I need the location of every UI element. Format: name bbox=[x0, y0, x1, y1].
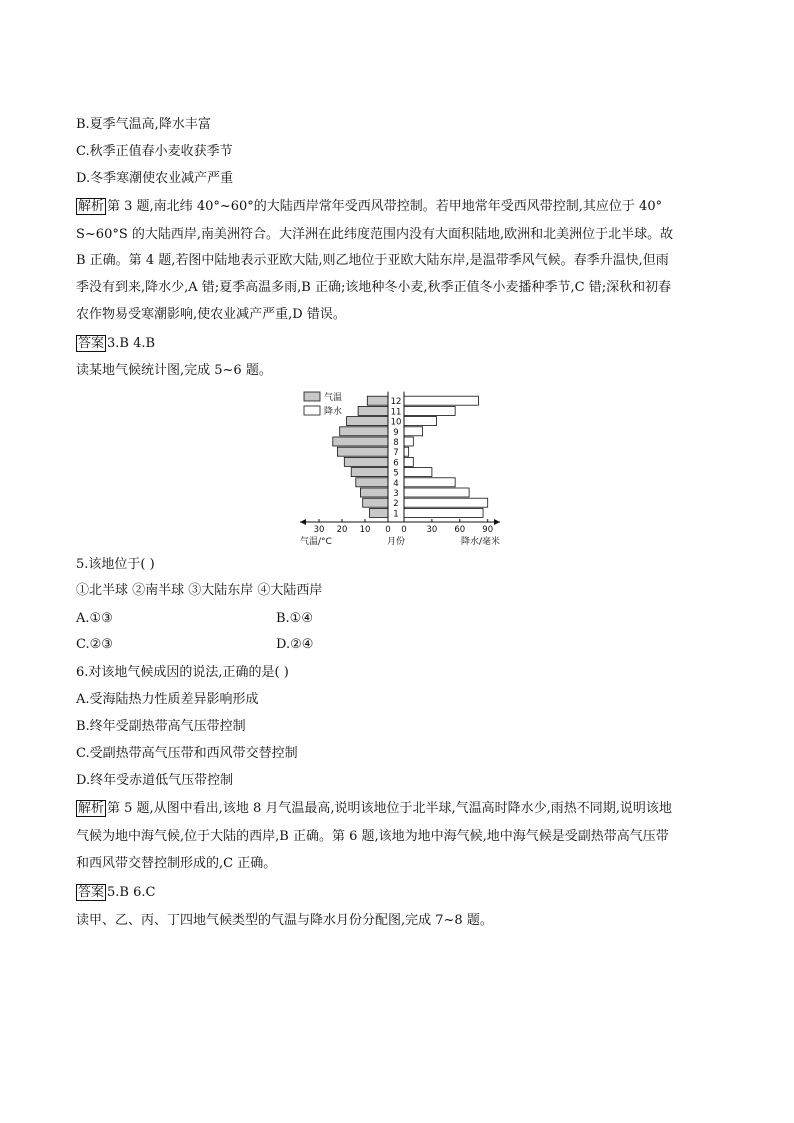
analysis-line: 农作物易受寒潮影响,使农业减产严重,D 错误。 bbox=[76, 307, 346, 322]
q6-option-b: B.终年受副热带高气压带控制 bbox=[76, 719, 246, 734]
q5-option-a: A.①③ bbox=[76, 611, 113, 626]
analysis-text: 第 5 题,从图中看出,该地 8 月气温最高,说明该地位于北半球,气温高时降水少,雨热不同期,说明该地 bbox=[107, 801, 672, 816]
temperature-bar bbox=[358, 406, 388, 415]
precipitation-bar bbox=[404, 457, 413, 466]
answer-block-2 bbox=[76, 884, 155, 902]
question-5-row-2 bbox=[76, 636, 314, 654]
temperature-bar bbox=[370, 508, 388, 517]
option-c: C.秋季正值春小麦收获季节 bbox=[76, 144, 233, 159]
month-tick-label: 8 bbox=[393, 438, 399, 448]
option-b: B.夏季气温高,降水丰富 bbox=[76, 117, 211, 132]
left-arrow-icon bbox=[300, 519, 306, 525]
analysis-text: 第 3 题,南北纬 40°~60°的大陆西岸常年受西风带控制。若甲地常年受西风带控制,其应位于 40° bbox=[107, 199, 663, 214]
precipitation-bar bbox=[404, 508, 483, 517]
month-tick-label: 4 bbox=[393, 478, 399, 489]
temperature-bar bbox=[351, 468, 388, 477]
question-6: 6.对该地气候成因的说法,正确的是( ) bbox=[76, 665, 289, 680]
temperature-bar bbox=[337, 447, 388, 456]
temperature-bar bbox=[360, 488, 388, 497]
precipitation-bar bbox=[404, 417, 437, 426]
analysis-line: B 正确。第 4 题,若图中陆地表示亚欧大陆,则乙地位于亚欧大陆东岸,是温带季风气候。春季升温快,但雨 bbox=[76, 253, 669, 268]
temperature-bar bbox=[340, 427, 388, 436]
q5-option-d: D.②④ bbox=[276, 637, 314, 652]
right-arrow-icon bbox=[494, 519, 500, 525]
legend-label-precipitation: 降水 bbox=[324, 407, 343, 417]
answer-tag: 答案 bbox=[78, 336, 105, 351]
answer-block-1 bbox=[76, 335, 155, 353]
intro-7-8: 读甲、乙、丙、丁四地气候类型的气温与降水月份分配图,完成 7~8 题。 bbox=[76, 913, 493, 928]
temperature-tick-label: 20 bbox=[336, 525, 348, 535]
temperature-bar bbox=[367, 396, 388, 405]
precipitation-bar bbox=[404, 488, 469, 497]
month-tick-label: 10 bbox=[390, 417, 402, 428]
question-5-row-1 bbox=[76, 610, 313, 628]
climate-chart bbox=[296, 388, 504, 548]
answer-text: 3.B 4.B bbox=[107, 336, 156, 351]
month-tick-label: 3 bbox=[393, 489, 399, 499]
analysis-line: 和西风带交替控制形成的,C 正确。 bbox=[76, 856, 277, 871]
month-tick-label: 9 bbox=[393, 427, 399, 438]
month-tick-label: 7 bbox=[393, 448, 399, 459]
question-5-choices: ①北半球 ②南半球 ③大陆东岸 ④大陆西岸 bbox=[76, 583, 323, 598]
temperature-bar bbox=[347, 417, 388, 426]
chart-bars bbox=[333, 396, 488, 519]
month-tick-label: 1 bbox=[393, 509, 399, 520]
legend-label-temperature: 气温 bbox=[324, 393, 343, 403]
precipitation-bar bbox=[404, 406, 455, 415]
q6-option-d: D.终年受赤道低气压带控制 bbox=[76, 773, 234, 788]
precipitation-tick-label: 0 bbox=[401, 525, 407, 535]
answer-text: 5.B 6.C bbox=[107, 885, 156, 900]
precipitation-bar bbox=[404, 478, 455, 487]
month-tick-label: 6 bbox=[393, 458, 399, 469]
question-5: 5.该地位于( ) bbox=[76, 557, 155, 572]
temperature-bar bbox=[356, 478, 388, 487]
legend-swatch-precipitation bbox=[304, 406, 320, 415]
precipitation-axis-label: 降水/毫米 bbox=[460, 537, 500, 547]
temperature-bar bbox=[363, 498, 388, 507]
answer-tag: 答案 bbox=[78, 885, 105, 900]
precipitation-bar bbox=[404, 437, 413, 446]
temperature-bar bbox=[344, 457, 388, 466]
analysis-line: S~60°S 的大陆西岸,南美洲符合。大洋洲在此纬度范围内没有大面积陆地,欧洲和北美洲位于北半球。故 bbox=[76, 227, 674, 242]
analysis-tag: 解析 bbox=[78, 801, 105, 816]
month-tick-label: 11 bbox=[390, 407, 402, 418]
q6-option-c: C.受副热带高气压带和西风带交替控制 bbox=[76, 746, 298, 761]
option-d: D.冬季寒潮使农业减产严重 bbox=[76, 171, 234, 186]
precipitation-tick-label: 90 bbox=[482, 525, 494, 535]
precipitation-bar bbox=[404, 447, 409, 456]
month-tick-label: 2 bbox=[393, 499, 399, 510]
precipitation-bar bbox=[404, 396, 478, 405]
month-tick-label: 5 bbox=[393, 468, 399, 479]
precipitation-bar bbox=[404, 498, 488, 507]
precipitation-bar bbox=[404, 468, 432, 477]
month-axis-label: 月份 bbox=[386, 537, 406, 547]
precipitation-tick-label: 30 bbox=[426, 525, 438, 535]
temperature-tick-label: 30 bbox=[313, 525, 325, 535]
analysis-block-1 bbox=[76, 198, 662, 216]
q6-option-a: A.受海陆热力性质差异影响形成 bbox=[76, 692, 259, 707]
temperature-axis-label: 气温/°C bbox=[300, 537, 332, 547]
precipitation-tick-label: 60 bbox=[454, 525, 466, 535]
temperature-bar bbox=[333, 437, 388, 446]
analysis-line: 季没有到来,降水少,A 错;夏季高温多雨,B 正确;该地种冬小麦,秋季正值冬小麦播种季节,C 错;深秋和初春 bbox=[76, 280, 672, 295]
analysis-block-2 bbox=[76, 800, 672, 818]
analysis-line: 气候为地中海气候,位于大陆的西岸,B 正确。第 6 题,该地为地中海气候,地中海气候是受副热带高气压带 bbox=[76, 829, 669, 844]
precipitation-bar bbox=[404, 427, 423, 436]
q5-option-b: B.①④ bbox=[276, 611, 313, 626]
temperature-tick-label: 10 bbox=[359, 525, 371, 535]
q5-option-c: C.②③ bbox=[76, 637, 113, 652]
chart-legend bbox=[304, 391, 342, 417]
intro-5-6: 读某地气候统计图,完成 5~6 题。 bbox=[76, 363, 272, 378]
legend-swatch-temperature bbox=[304, 392, 320, 401]
month-tick-label: 12 bbox=[390, 397, 402, 408]
temperature-tick-label: 0 bbox=[385, 525, 391, 535]
analysis-tag: 解析 bbox=[78, 199, 105, 214]
